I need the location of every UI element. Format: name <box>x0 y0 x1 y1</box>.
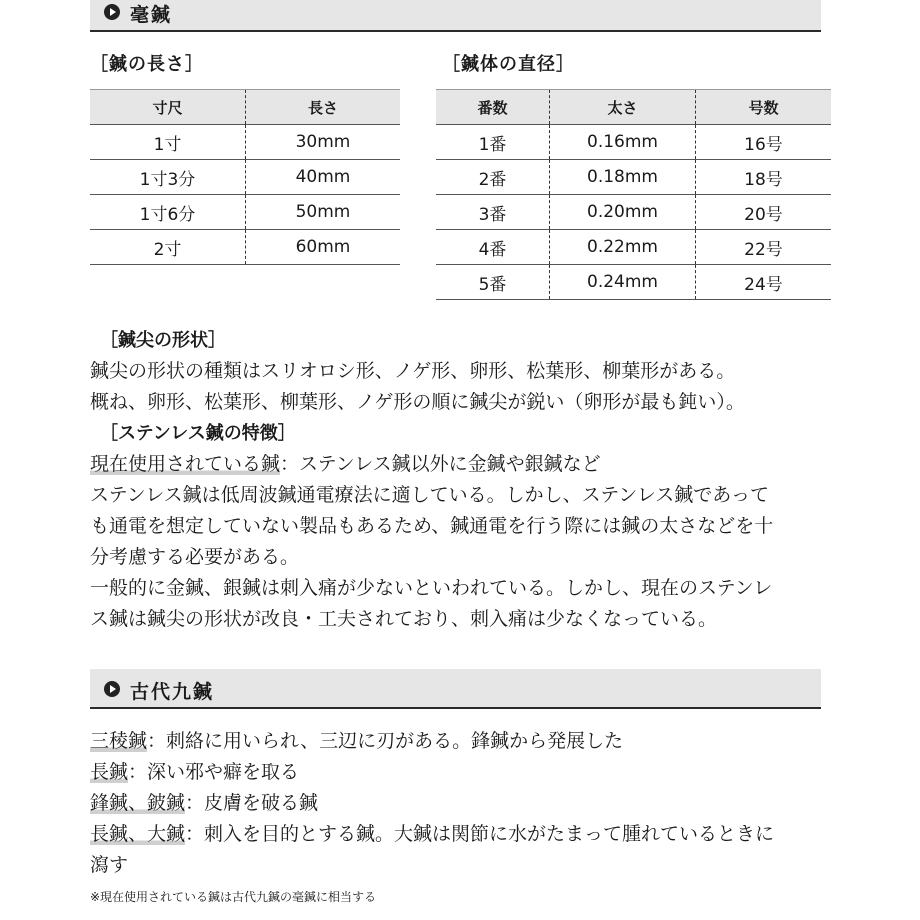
highlighted-term: 長鍼、大鍼 <box>90 823 186 845</box>
table-cell: 1寸3分 <box>90 160 246 195</box>
length-table-title: ［鍼の長さ］ <box>90 54 204 75</box>
term-description: ：刺絡に用いられ、三辺に刃がある。鋒鍼から発展した <box>147 730 624 752</box>
list-item-continuation: 瀉す <box>90 854 129 876</box>
highlighted-term: 長鍼 <box>90 761 129 783</box>
table-row <box>436 125 831 160</box>
paragraph-line <box>90 449 830 480</box>
term-description: ：刺入を目的とする鍼。大鍼は関節に水がたまって腫れているときに <box>185 823 775 845</box>
table-cell: 30mm <box>246 125 401 160</box>
paragraph-line: 概ね、卵形、松葉形、柳葉形、ノゲ形の順に鍼尖が鋭い（卵形が最も鈍い）。 <box>90 391 745 413</box>
column-header: 太さ <box>550 90 696 125</box>
table-cell: 60mm <box>246 230 401 265</box>
section-title: 古代九鍼 <box>130 681 215 703</box>
term-description: ：皮膚を破る鍼 <box>185 792 319 814</box>
table-cell: 22号 <box>696 230 832 265</box>
paragraph-line: も通電を想定していない製品もあるため、鍼通電を行う際には鍼の太さなどを十 <box>90 515 774 537</box>
table-cell: 4番 <box>436 230 550 265</box>
term-description: ：深い邪や癖を取る <box>128 761 300 783</box>
list-item <box>90 819 830 850</box>
length-table <box>90 89 400 265</box>
table-row <box>436 160 831 195</box>
table-cell: 1寸 <box>90 125 246 160</box>
section-header-kodai-kyushin <box>90 669 821 709</box>
highlighted-term: 現在使用されている鍼 <box>90 453 281 475</box>
highlighted-term: 三稜鍼 <box>90 730 148 752</box>
table-cell: 2番 <box>436 160 550 195</box>
paragraph-line: 分考慮する必要がある。 <box>90 546 300 568</box>
paragraph-line: 鍼尖の形状の種類はスリオロシ形、ノゲ形、卵形、松葉形、柳葉形がある。 <box>90 360 736 382</box>
table-cell: 0.16mm <box>550 125 696 160</box>
table-cell: 0.20mm <box>550 195 696 230</box>
table-cell: 5番 <box>436 265 550 300</box>
column-header: 号数 <box>696 90 832 125</box>
table-row <box>90 230 400 265</box>
table-cell: 24号 <box>696 265 832 300</box>
table-cell: 2寸 <box>90 230 246 265</box>
table-cell: 50mm <box>246 195 401 230</box>
paragraph-line: 一般的に金鍼、銀鍼は刺入痛が少ないといわれている。しかし、現在のステンレ <box>90 577 773 599</box>
column-header: 長さ <box>246 90 401 125</box>
stainless-subtitle: ［ステンレス鍼の特徴］ <box>100 423 296 444</box>
table-cell: 16号 <box>696 125 832 160</box>
table-cell: 0.22mm <box>550 230 696 265</box>
play-circle-icon <box>104 4 120 20</box>
table-row <box>90 125 400 160</box>
column-header: 番数 <box>436 90 550 125</box>
table-row <box>90 160 400 195</box>
table-cell: 3番 <box>436 195 550 230</box>
body-text-block <box>90 325 830 635</box>
list-item <box>90 757 830 788</box>
table-header-row <box>436 90 831 125</box>
tip-subtitle: ［鍼尖の形状］ <box>100 330 226 351</box>
table-cell: 18号 <box>696 160 832 195</box>
table-header-row <box>90 90 400 125</box>
section-header-gouhin <box>90 0 821 32</box>
paragraph-line: ス鍼は鍼尖の形状が改良・工夫されており、刺入痛は少なくなっている。 <box>90 608 718 630</box>
diameter-table-title: ［鍼体の直径］ <box>442 54 575 75</box>
table-row <box>436 195 831 230</box>
term-description: ：ステンレス鍼以外に金鍼や銀鍼など <box>280 453 601 475</box>
table-cell: 1寸6分 <box>90 195 246 230</box>
table-row <box>90 195 400 230</box>
column-header: 寸尺 <box>90 90 246 125</box>
paragraph-line: ステンレス鍼は低周波鍼通電療法に適している。しかし、ステンレス鍼であって <box>90 484 770 506</box>
play-circle-icon <box>104 681 120 697</box>
footnote: ※現在使用されている鍼は古代九鍼の毫鍼に相当する <box>90 890 377 904</box>
table-cell: 0.18mm <box>550 160 696 195</box>
table-cell: 0.24mm <box>550 265 696 300</box>
diameter-table <box>436 89 831 300</box>
list-item <box>90 726 830 757</box>
list-item <box>90 788 830 819</box>
needle-list <box>90 726 830 881</box>
table-row <box>436 265 831 300</box>
table-cell: 40mm <box>246 160 401 195</box>
highlighted-term: 鋒鍼、鈹鍼 <box>90 792 186 814</box>
table-cell: 20号 <box>696 195 832 230</box>
table-cell: 1番 <box>436 125 550 160</box>
table-row <box>436 230 831 265</box>
section-title: 毫鍼 <box>130 4 173 26</box>
